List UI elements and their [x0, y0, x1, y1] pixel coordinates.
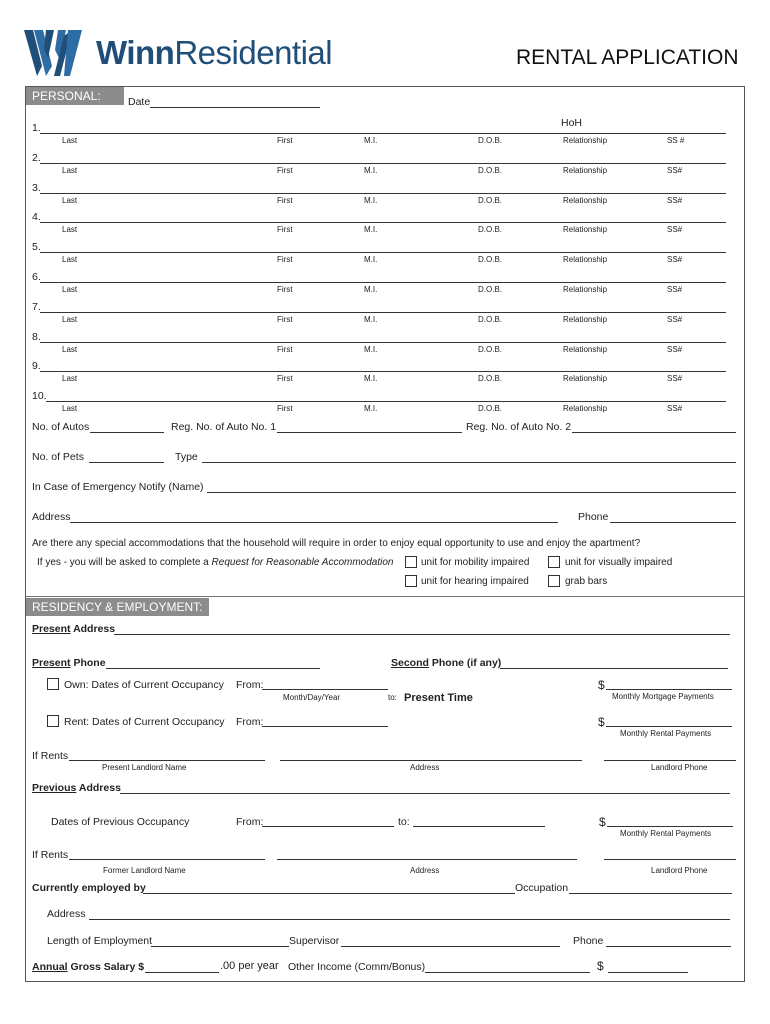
- present-landlord-address-caption: Address: [410, 763, 440, 772]
- dates-previous-label: Dates of Previous Occupancy: [51, 816, 190, 828]
- accommodation-question: Are there any special accommodations that the household will require in order to enjoy equal opportunity to use and enjoy the apartment?: [32, 538, 641, 549]
- member-dob-caption: D.O.B.: [478, 285, 503, 294]
- if-rents-previous-label: If Rents: [32, 849, 69, 861]
- autos-label: No. of Autos: [32, 421, 90, 433]
- former-landlord-address-caption: Address: [410, 866, 440, 875]
- member-relationship-caption: Relationship: [563, 255, 608, 264]
- present-landlord-phone-field[interactable]: [604, 760, 736, 761]
- previous-address-label: Previous Address: [32, 782, 121, 794]
- member-ss-caption: SS#: [667, 315, 683, 324]
- mobility-label: unit for mobility impaired: [421, 557, 530, 568]
- date-field[interactable]: [150, 107, 320, 108]
- member-relationship-caption: Relationship: [563, 285, 608, 294]
- member-row-number: 10.: [32, 390, 47, 402]
- brand-name: WinnResidential: [96, 34, 333, 71]
- member-first-caption: First: [277, 374, 293, 383]
- member-last-caption: Last: [62, 225, 78, 234]
- if-rents-label: If Rents: [32, 750, 69, 762]
- member-dob-caption: D.O.B.: [478, 315, 503, 324]
- member-mi-caption: M.I.: [364, 374, 378, 383]
- employer-phone-field[interactable]: [606, 946, 731, 947]
- emergency-address-field[interactable]: [70, 522, 558, 523]
- member-row-field[interactable]: [40, 163, 726, 164]
- employer-field[interactable]: [143, 893, 515, 894]
- former-landlord-address-field[interactable]: [277, 859, 577, 860]
- own-from-label: From:: [236, 679, 264, 691]
- member-first-caption: First: [277, 136, 293, 145]
- member-ss-caption: SS#: [667, 196, 683, 205]
- hoh-label: HoH: [561, 117, 583, 129]
- section-divider: [26, 596, 744, 597]
- previous-from-label: From:: [236, 816, 264, 828]
- own-to-label: to:: [388, 693, 397, 702]
- accommodation-instructions: If yes - you will be asked to complete a Request for Reasonable Accommodation: [37, 557, 394, 568]
- member-mi-caption: M.I.: [364, 315, 378, 324]
- member-dob-caption: D.O.B.: [478, 196, 503, 205]
- other-income-amount-field[interactable]: [608, 972, 688, 973]
- occupation-label: Occupation: [515, 882, 569, 894]
- own-checkbox[interactable]: [47, 678, 59, 690]
- member-relationship-caption: Relationship: [563, 166, 608, 175]
- hearing-label: unit for hearing impaired: [421, 576, 529, 587]
- member-row-field[interactable]: [40, 252, 726, 253]
- member-last-caption: Last: [62, 345, 78, 354]
- member-row-number: 4.: [32, 211, 41, 223]
- previous-to-field[interactable]: [413, 826, 545, 827]
- second-phone-field[interactable]: [500, 668, 728, 669]
- member-ss-caption: SS#: [667, 345, 683, 354]
- member-ss-caption: SS#: [667, 404, 683, 413]
- length-employment-field[interactable]: [151, 946, 289, 947]
- visual-label: unit for visually impaired: [565, 557, 673, 568]
- own-date-caption: Month/Day/Year: [283, 693, 341, 702]
- supervisor-field[interactable]: [341, 946, 560, 947]
- rent-payment-caption: Monthly Rental Payments: [620, 729, 712, 738]
- member-row-number: 8.: [32, 331, 41, 343]
- rent-payment-field[interactable]: [606, 726, 732, 727]
- member-dob-caption: D.O.B.: [478, 345, 503, 354]
- member-first-caption: First: [277, 345, 293, 354]
- employer-address-label: Address: [47, 908, 86, 920]
- member-dob-caption: D.O.B.: [478, 374, 503, 383]
- member-row-field[interactable]: [40, 193, 726, 194]
- member-ss-caption: SS#: [667, 374, 683, 383]
- member-ss-caption: SS #: [667, 136, 685, 145]
- rent-from-field[interactable]: [262, 726, 388, 727]
- annual-salary-field[interactable]: [145, 972, 219, 973]
- occupation-field[interactable]: [569, 893, 732, 894]
- present-phone-field[interactable]: [106, 668, 320, 669]
- member-first-caption: First: [277, 166, 293, 175]
- member-dob-caption: D.O.B.: [478, 225, 503, 234]
- pet-type-field[interactable]: [202, 462, 736, 463]
- member-row-field[interactable]: [46, 401, 726, 402]
- member-dob-caption: D.O.B.: [478, 136, 503, 145]
- second-phone-label: Second Phone (if any): [391, 657, 502, 669]
- personal-section-header: PERSONAL:: [26, 87, 124, 105]
- member-row-field[interactable]: [40, 371, 726, 372]
- previous-from-field[interactable]: [262, 826, 394, 827]
- emergency-label: In Case of Emergency Notify (Name): [32, 481, 204, 493]
- member-ss-caption: SS#: [667, 225, 683, 234]
- member-ss-caption: SS#: [667, 285, 683, 294]
- residency-section-header: RESIDENCY & EMPLOYMENT:: [26, 598, 209, 616]
- present-address-label: Present Address: [32, 623, 116, 635]
- previous-rent-field[interactable]: [607, 826, 733, 827]
- mortgage-caption: Monthly Mortgage Payments: [612, 692, 714, 701]
- employer-address-field[interactable]: [89, 919, 730, 920]
- employer-phone-label: Phone: [573, 935, 604, 947]
- own-label: Own: Dates of Current Occupancy: [64, 679, 224, 691]
- own-from-field[interactable]: [262, 689, 388, 690]
- previous-to-label: to:: [398, 816, 410, 828]
- member-last-caption: Last: [62, 404, 78, 413]
- page-title: RENTAL APPLICATION: [516, 46, 739, 69]
- member-relationship-caption: Relationship: [563, 225, 608, 234]
- member-row-number: 3.: [32, 182, 41, 194]
- winn-logo-icon: [24, 30, 82, 76]
- mobility-checkbox[interactable]: [405, 556, 417, 568]
- member-last-caption: Last: [62, 196, 78, 205]
- member-mi-caption: M.I.: [364, 255, 378, 264]
- present-landlord-caption: Present Landlord Name: [102, 763, 187, 772]
- mortgage-field[interactable]: [606, 689, 732, 690]
- member-mi-caption: M.I.: [364, 196, 378, 205]
- member-mi-caption: M.I.: [364, 285, 378, 294]
- member-row-field[interactable]: [40, 342, 726, 343]
- other-income-dollar: $: [597, 959, 604, 973]
- previous-address-field[interactable]: [120, 793, 730, 794]
- present-phone-label: Present Phone: [32, 657, 106, 669]
- emergency-phone-label: Phone: [578, 511, 609, 523]
- member-row-number: 2.: [32, 152, 41, 164]
- member-dob-caption: D.O.B.: [478, 404, 503, 413]
- member-mi-caption: M.I.: [364, 404, 378, 413]
- present-landlord-phone-caption: Landlord Phone: [651, 763, 708, 772]
- member-last-caption: Last: [62, 255, 78, 264]
- member-row-number: 5.: [32, 241, 41, 253]
- rent-dollar: $: [598, 715, 605, 729]
- mortgage-dollar: $: [598, 678, 605, 692]
- emergency-address-label: Address: [32, 511, 71, 523]
- pets-label: No. of Pets: [32, 451, 84, 463]
- autos-field[interactable]: [90, 432, 164, 433]
- reg2-label: Reg. No. of Auto No. 2: [466, 421, 572, 433]
- present-landlord-field[interactable]: [69, 760, 265, 761]
- member-first-caption: First: [277, 196, 293, 205]
- member-ss-caption: SS#: [667, 166, 683, 175]
- previous-rent-dollar: $: [599, 815, 606, 829]
- member-relationship-caption: Relationship: [563, 136, 608, 145]
- member-row-number: 1.: [32, 122, 41, 134]
- member-last-caption: Last: [62, 166, 78, 175]
- previous-rent-caption: Monthly Rental Payments: [620, 829, 712, 838]
- member-first-caption: First: [277, 404, 293, 413]
- present-address-field[interactable]: [114, 634, 730, 635]
- member-first-caption: First: [277, 225, 293, 234]
- member-relationship-caption: Relationship: [563, 404, 608, 413]
- member-row-field[interactable]: [40, 312, 726, 313]
- annual-salary-label: Annual Gross Salary $: [32, 961, 145, 973]
- member-row-number: 7.: [32, 301, 41, 313]
- member-relationship-caption: Relationship: [563, 196, 608, 205]
- member-mi-caption: M.I.: [364, 136, 378, 145]
- supervisor-label: Supervisor: [289, 935, 340, 947]
- member-first-caption: First: [277, 255, 293, 264]
- member-dob-caption: D.O.B.: [478, 166, 503, 175]
- member-relationship-caption: Relationship: [563, 345, 608, 354]
- rent-checkbox[interactable]: [47, 715, 59, 727]
- member-row-field[interactable]: [40, 222, 726, 223]
- former-landlord-caption: Former Landlord Name: [103, 866, 186, 875]
- member-row-number: 9.: [32, 360, 41, 372]
- rent-from-label: From:: [236, 716, 264, 728]
- member-relationship-caption: Relationship: [563, 315, 608, 324]
- date-label: Date: [128, 96, 151, 108]
- hearing-checkbox[interactable]: [405, 575, 417, 587]
- member-mi-caption: M.I.: [364, 225, 378, 234]
- present-time-label: Present Time: [404, 692, 473, 704]
- member-mi-caption: M.I.: [364, 345, 378, 354]
- former-landlord-phone-field[interactable]: [604, 859, 736, 860]
- employed-by-label: Currently employed by: [32, 882, 146, 894]
- pets-field[interactable]: [89, 462, 164, 463]
- per-year-label: .00 per year: [220, 960, 279, 972]
- rent-label: Rent: Dates of Current Occupancy: [64, 716, 225, 728]
- member-last-caption: Last: [62, 136, 78, 145]
- grab-bars-checkbox[interactable]: [548, 575, 560, 587]
- member-mi-caption: M.I.: [364, 166, 378, 175]
- emergency-phone-field[interactable]: [610, 522, 736, 523]
- member-last-caption: Last: [62, 374, 78, 383]
- type-label: Type: [175, 451, 198, 463]
- member-row-number: 6.: [32, 271, 41, 283]
- member-first-caption: First: [277, 285, 293, 294]
- present-landlord-address-field[interactable]: [280, 760, 582, 761]
- member-first-caption: First: [277, 315, 293, 324]
- member-relationship-caption: Relationship: [563, 374, 608, 383]
- member-row-field[interactable]: [40, 133, 726, 134]
- reg2-field[interactable]: [572, 432, 736, 433]
- reg1-label: Reg. No. of Auto No. 1: [171, 421, 277, 433]
- other-income-label: Other Income (Comm/Bonus): [288, 961, 426, 973]
- member-row-field[interactable]: [40, 282, 726, 283]
- member-dob-caption: D.O.B.: [478, 255, 503, 264]
- former-landlord-phone-caption: Landlord Phone: [651, 866, 708, 875]
- form-frame: [25, 86, 745, 982]
- reg1-field[interactable]: [277, 432, 462, 433]
- member-last-caption: Last: [62, 315, 78, 324]
- length-employment-label: Length of Employment: [47, 935, 153, 947]
- emergency-name-field[interactable]: [207, 492, 736, 493]
- grab-bars-label: grab bars: [565, 576, 608, 587]
- visual-checkbox[interactable]: [548, 556, 560, 568]
- member-ss-caption: SS#: [667, 255, 683, 264]
- other-income-field[interactable]: [425, 972, 590, 973]
- member-last-caption: Last: [62, 285, 78, 294]
- former-landlord-field[interactable]: [69, 859, 265, 860]
